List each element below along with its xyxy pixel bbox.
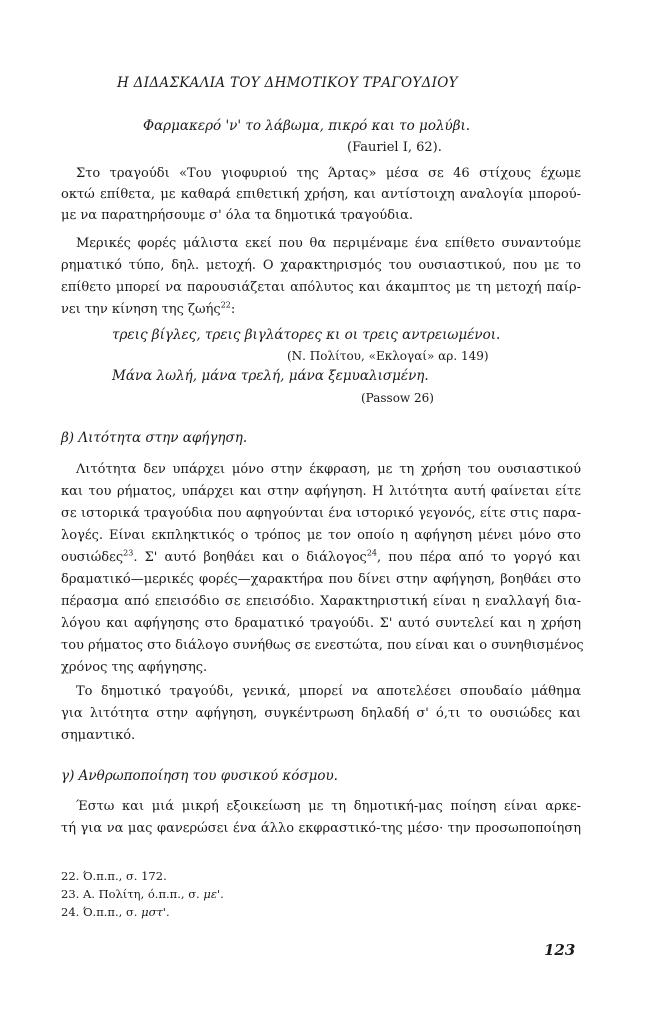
footnote-page: μστ'.	[141, 905, 170, 919]
epigraph-source: (Fauriel I, 62).	[347, 140, 442, 155]
section-heading: β) Λιτότητα στην αφήγηση.	[61, 430, 248, 446]
body-line: σημαντικό.	[61, 728, 136, 743]
body-line: δραματικό—μερικές φορές—χαρακτήρα που δίνει στην αφήγηση, βοηθάει στο	[61, 572, 581, 587]
footnote-number: 24.	[61, 905, 80, 919]
body-line: Στο τραγούδι «Του γιοφυριού της Άρτας» μέσα σε 46 στίχους έχωμε	[76, 166, 581, 181]
body-line: λογές. Είναι εκπληκτικός ο τρόπος με τον οποίο η αφήγηση μένει μόνο στο	[61, 528, 581, 543]
body-line	[61, 550, 581, 566]
footnote	[61, 868, 167, 884]
body-line: για λιτότητα στην αφήγηση, συγκέντρωση δηλαδή σ' ό,τι το ουσιώδες και	[61, 706, 581, 721]
body-line: Έστω και μιά μικρή εξοικείωση με τη δημοτική-μας ποίηση είναι αρκε-	[76, 799, 581, 814]
body-line: και του ρήματος, υπάρχει και στην αφήγηση. Η λιτότητα αυτή φαίνεται είτε	[61, 484, 581, 499]
body-line: σε ιστορικά τραγούδια που αφηγούνται ένα ιστορικό γεγονός, είτε στις παρα-	[61, 506, 581, 521]
body-text: νει την κίνηση της ζωής	[61, 302, 221, 317]
body-line: Το δημοτικό τραγούδι, γενικά, μπορεί να αποτελέσει σπουδαίο μάθημα	[76, 684, 581, 699]
body-line: οκτώ επίθετα, με καθαρά επιθετική χρήση, και αντίστοιχη αναλογία μπορού-	[61, 187, 581, 202]
body-line: χρόνος της αφήγησης.	[61, 660, 208, 675]
body-line: Μερικές φορές μάλιστα εκεί που θα περιμέναμε ένα επίθετο συναντούμε	[76, 236, 581, 251]
footnote-number: 23.	[61, 887, 80, 901]
body-line: ρηματικό τύπο, δηλ. μετοχή. Ο χαρακτηρισμός του ουσιαστικού, που με το	[61, 258, 581, 273]
quoted-verse: τρεις βίγλες, τρεις βιγλάτορες κι οι τρεις αντρειωμένοι.	[112, 327, 501, 343]
footnote-ref: 23	[123, 548, 134, 558]
body-line: λόγου και αφήγησης στο δραματικό τραγούδι. Σ' αυτό συντελεί και η χρήση	[61, 616, 581, 631]
body-text: ουσιώδες	[61, 550, 124, 565]
footnote-ref: 24	[366, 548, 378, 558]
footnote-page: με'.	[203, 887, 224, 901]
body-text: :	[230, 302, 236, 317]
running-head: Η ΔΙΔΑΣΚΑΛΙΑ ΤΟΥ ΔΗΜΟΤΙΚΟΥ ΤΡΑΓΟΥΔΙΟΥ	[117, 75, 458, 91]
epigraph-verse: Φαρμακερό 'ν' το λάβωμα, πικρό και το μολύβι.	[143, 118, 471, 134]
body-line: του ρήματος στο διάλογο συνήθως σε ενεστώτα, που είναι και ο συνηθισμένος	[61, 638, 584, 653]
quoted-verse: Μάνα λωλή, μάνα τρελή, μάνα ξεμυαλισμένη.	[112, 368, 429, 384]
footnote-text: Ό.π.π., σ.	[82, 905, 142, 919]
body-text: . Σ' αυτό βοηθάει και ο διάλογος	[133, 550, 367, 565]
verse-source: (Ν. Πολίτου, «Εκλογαί» αρ. 149)	[287, 349, 489, 363]
body-text: , που πέρα από το γοργό και	[377, 550, 581, 565]
footnote-number: 22.	[61, 869, 80, 883]
body-line: πέρασμα από επεισόδιο σε επεισόδιο. Χαρακτηριστική είναι η εναλλαγή δια-	[61, 594, 581, 609]
footnote-text: Ό.π.π., σ. 172.	[82, 869, 167, 883]
footnote	[61, 904, 170, 920]
body-line: Λιτότητα δεν υπάρχει μόνο στην έκφραση, με τη χρήση του ουσιαστικού	[76, 462, 581, 477]
body-line: επίθετο μπορεί να παρουσιάζεται απόλυτος και άκαμπτος με τη μετοχή παίρ-	[61, 280, 581, 295]
footnote	[61, 886, 224, 902]
section-heading: γ) Ανθρωποποίηση του φυσικού κόσμου.	[61, 768, 338, 784]
body-line: τή για να μας φανερώσει ένα άλλο εκφραστικό-της μέσο· την προσωποποίηση	[61, 821, 581, 836]
body-line: με να παρατηρήσουμε σ' όλα τα δημοτικά τραγούδια.	[61, 208, 414, 223]
footnote-text: Α. Πολίτη, ό.π.π., σ.	[82, 887, 204, 901]
footnote-ref: 22	[220, 300, 231, 310]
body-line	[61, 302, 235, 318]
page-number: 123	[544, 941, 576, 959]
verse-source: (Passow 26)	[361, 391, 434, 405]
